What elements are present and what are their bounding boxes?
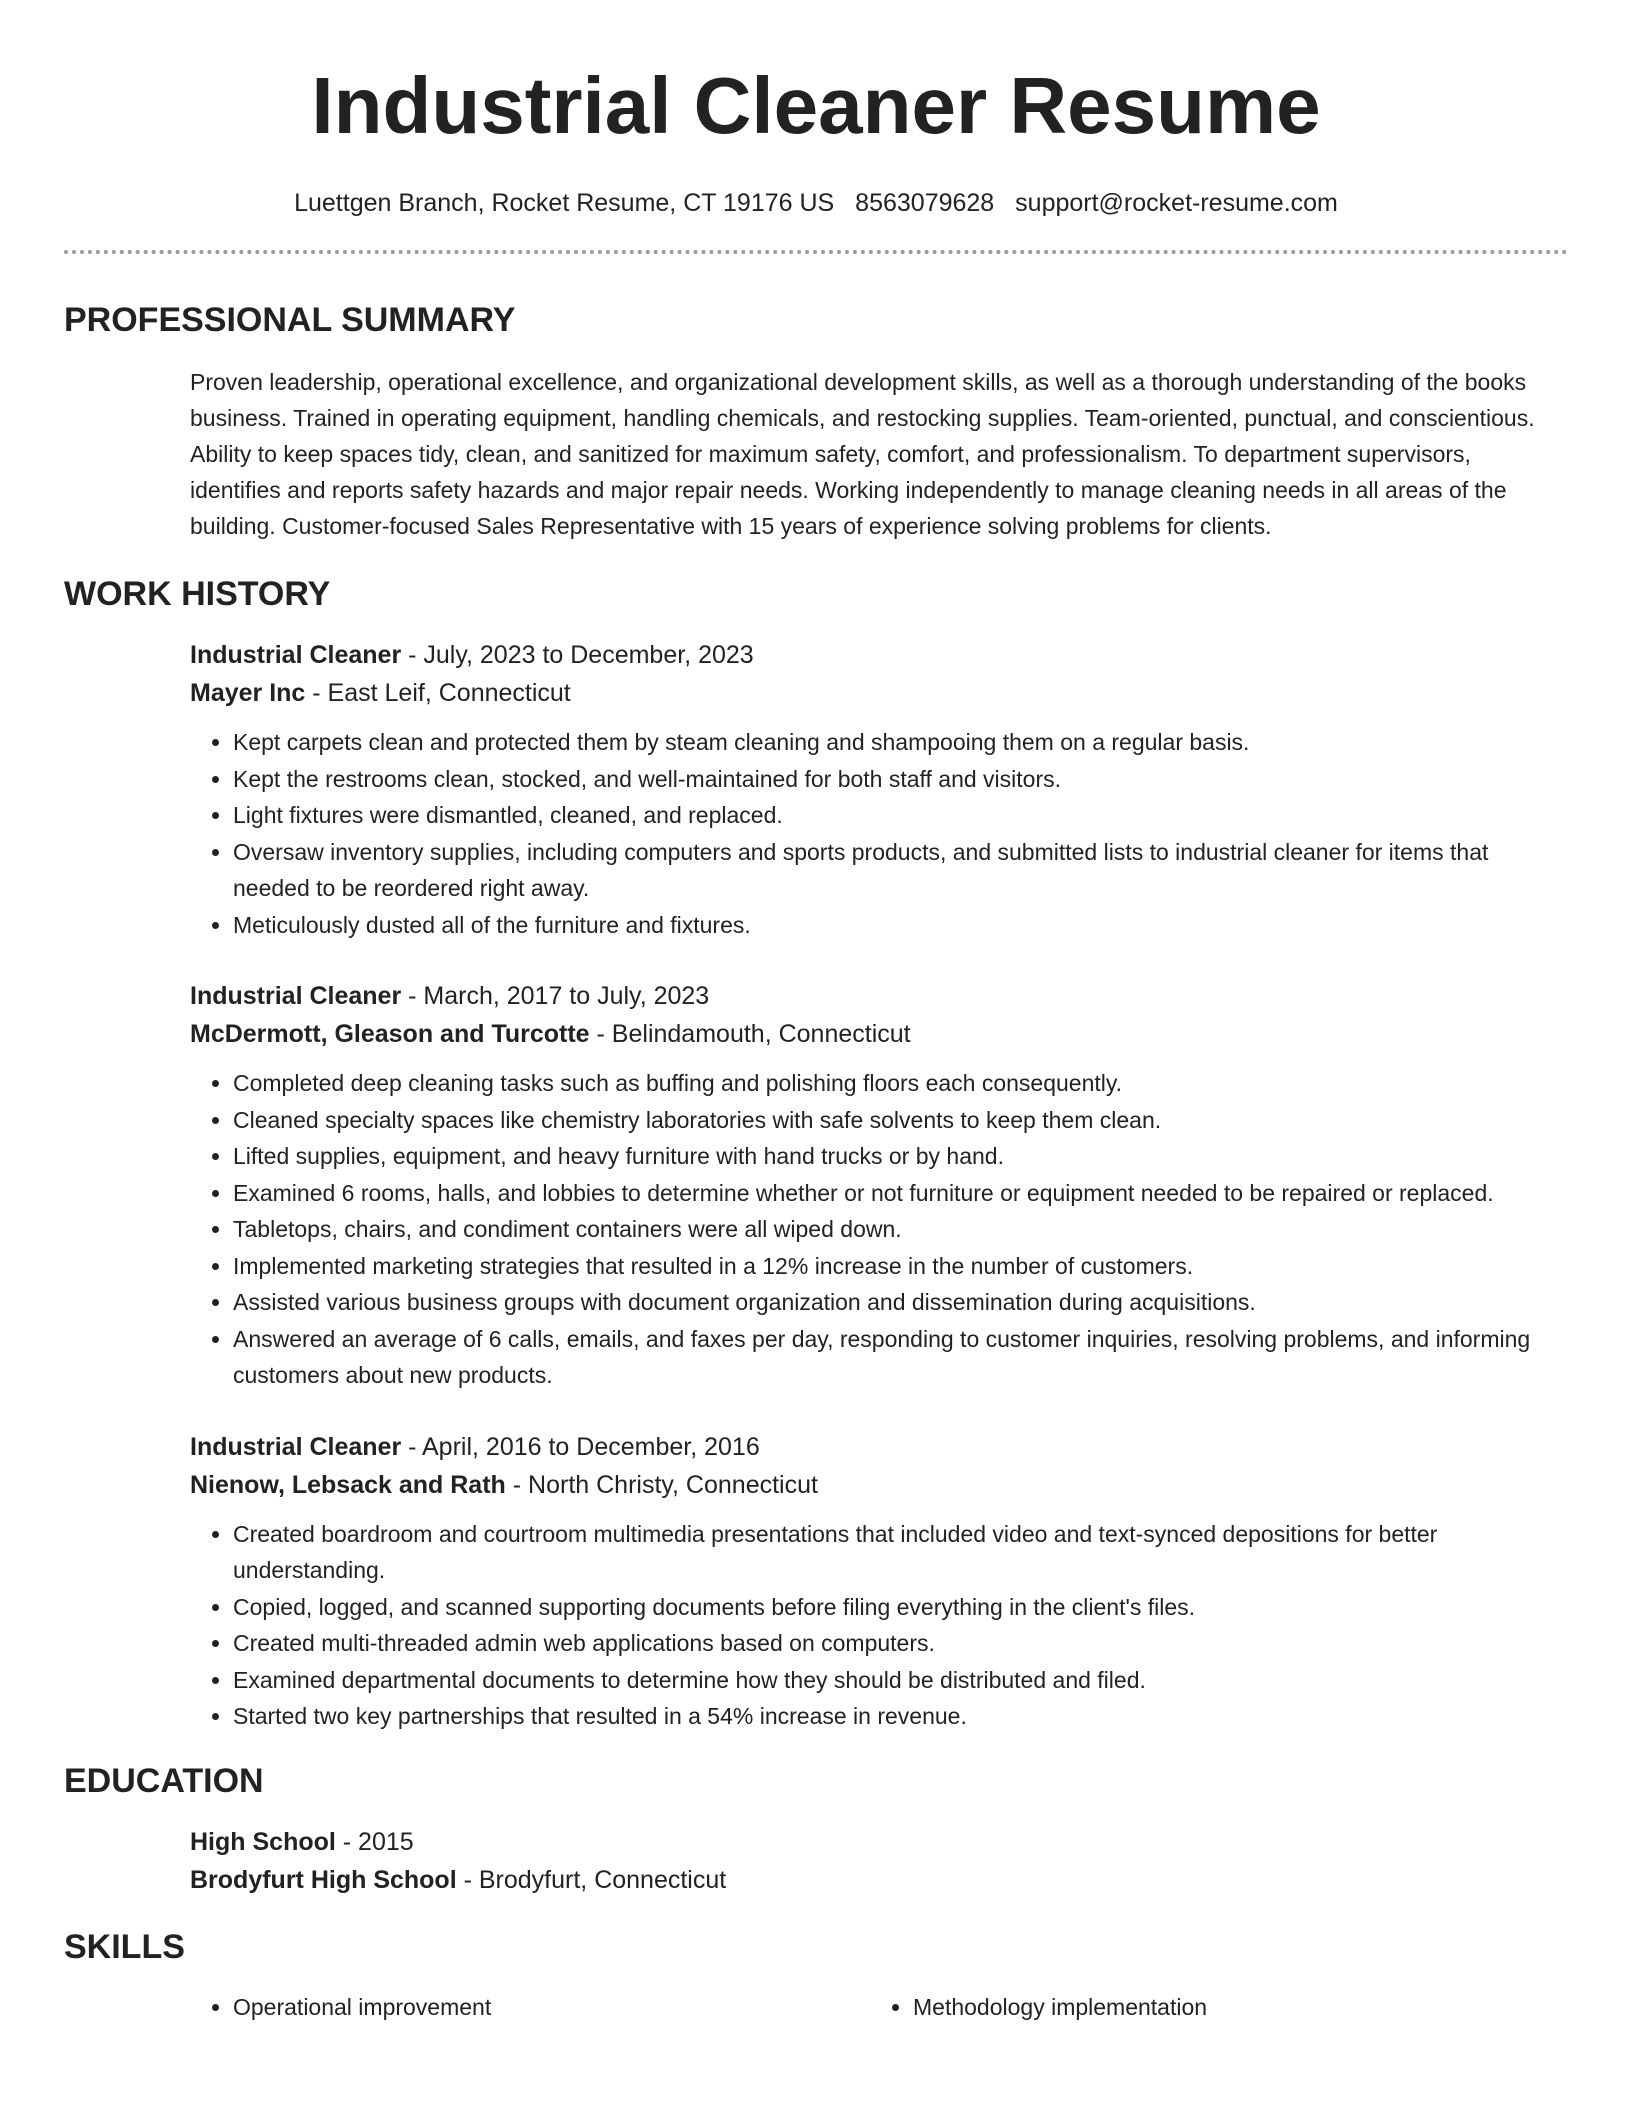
job-location: - Belindamouth, Connecticut xyxy=(589,1020,911,1048)
job-bullet: • Lifted supplies, equipment, and heavy furniture with hand trucks or by hand. xyxy=(233,1138,1568,1175)
summary-heading: PROFESSIONAL SUMMARY xyxy=(64,301,516,339)
job-bullet: • Kept the restrooms clean, stocked, and well-maintained for both staff and visitors. xyxy=(233,761,1568,798)
education-degree-line xyxy=(190,1823,1568,1861)
job-entry-1 xyxy=(190,636,1568,943)
job-location: - East Leif, Connecticut xyxy=(305,679,571,707)
job-bullet: • Created boardroom and courtroom multimedia presentations that included video and text-synced depositions for better understanding. xyxy=(233,1516,1568,1589)
education-location: - Brodyfurt, Connecticut xyxy=(456,1865,727,1894)
job-bullet: • Completed deep cleaning tasks such as buffing and polishing floors each consequently. xyxy=(233,1065,1568,1102)
skill-item: • Operational improvement xyxy=(233,1989,870,2025)
contact-phone: 8563079628 xyxy=(855,189,995,217)
skill-item: • Methodology implementation xyxy=(913,1989,1550,2025)
job-bullet: • Tabletops, chairs, and condiment containers were all wiped down. xyxy=(233,1211,1568,1248)
work-history-heading: WORK HISTORY xyxy=(64,575,331,613)
job-title-line xyxy=(190,977,1568,1015)
job-bullet: • Implemented marketing strategies that resulted in a 12% increase in the number of customers. xyxy=(233,1248,1568,1285)
job-bullets xyxy=(190,724,1568,943)
contact-address: Luettgen Branch, Rocket Resume, CT 19176 US xyxy=(294,189,835,217)
education-school-line xyxy=(190,1861,1568,1899)
job-bullet: • Examined departmental documents to determine how they should be distributed and filed. xyxy=(233,1662,1568,1699)
skills-heading: SKILLS xyxy=(64,1927,185,1966)
header-divider xyxy=(64,250,1568,254)
summary-text: Proven leadership, operational excellence, and organizational development skills, as well as a thorough understanding of the books business. Trained in operating equipment, handling chemicals, and restocking supplies. Team-oriented, punctual, and conscientious. Ability to keep spaces tidy, clean, and sanitized for maximum safety, comfort, and professionalism. To department supervisors, identifies and reports safety hazards and major repair needs. Working independently to manage cleaning needs in all areas of the building. Customer-focused Sales Representative with 15 years of experience solving problems for clients. xyxy=(190,369,1535,539)
education-heading: EDUCATION xyxy=(64,1761,264,1800)
skills-grid xyxy=(190,1989,1568,2025)
education-school: Brodyfurt High School xyxy=(190,1865,457,1894)
education-year: - 2015 xyxy=(335,1827,414,1856)
job-bullet: • Answered an average of 6 calls, emails, and faxes per day, responding to customer inquiries, resolving problems, and informing customers about new products. xyxy=(233,1321,1568,1394)
job-company: Mayer Inc xyxy=(190,679,306,707)
job-location: - North Christy, Connecticut xyxy=(505,1470,818,1499)
job-dates: - March, 2017 to July, 2023 xyxy=(401,982,710,1010)
skills-column-left xyxy=(190,1989,870,2025)
job-entry-3 xyxy=(190,1428,1568,1735)
job-title-line xyxy=(190,1428,1568,1466)
job-bullet: • Meticulously dusted all of the furniture and fixtures. xyxy=(233,907,1568,944)
contact-line xyxy=(64,188,1568,218)
job-bullet: • Copied, logged, and scanned supporting documents before filing everything in the client's files. xyxy=(233,1589,1568,1626)
job-company-line xyxy=(190,1015,1568,1053)
job-bullet: • Assisted various business groups with document organization and dissemination during acquisitions. xyxy=(233,1284,1568,1321)
job-company-line xyxy=(190,674,1568,712)
job-company: McDermott, Gleason and Turcotte xyxy=(190,1020,590,1048)
contact-email: support@rocket-resume.com xyxy=(1015,189,1338,217)
education-entry xyxy=(190,1823,1568,1899)
job-title-line xyxy=(190,636,1568,674)
job-bullet: • Created multi-threaded admin web applications based on computers. xyxy=(233,1625,1568,1662)
job-bullet: • Light fixtures were dismantled, cleaned, and replaced. xyxy=(233,797,1568,834)
education-degree: High School xyxy=(190,1827,336,1856)
job-dates: - April, 2016 to December, 2016 xyxy=(401,1432,760,1461)
job-bullets xyxy=(190,1065,1568,1394)
skills-column-right xyxy=(870,1989,1550,2025)
job-title: Industrial Cleaner xyxy=(190,982,402,1010)
job-bullet: • Oversaw inventory supplies, including computers and sports products, and submitted lists to industrial cleaner for items that needed to be reordered right away. xyxy=(233,834,1568,907)
job-dates: - July, 2023 to December, 2023 xyxy=(401,641,754,669)
job-title: Industrial Cleaner xyxy=(190,1432,402,1461)
resume-title: Industrial Cleaner Resume xyxy=(311,61,1321,150)
job-bullet: • Examined 6 rooms, halls, and lobbies to determine whether or not furniture or equipment needed to be repaired or replaced. xyxy=(233,1175,1568,1212)
job-bullet: • Cleaned specialty spaces like chemistry laboratories with safe solvents to keep them clean. xyxy=(233,1102,1568,1139)
job-company: Nienow, Lebsack and Rath xyxy=(190,1470,506,1499)
job-bullets xyxy=(190,1516,1568,1735)
job-title: Industrial Cleaner xyxy=(190,641,402,669)
job-company-line xyxy=(190,1466,1568,1504)
job-bullet: • Kept carpets clean and protected them by steam cleaning and shampooing them on a regular basis. xyxy=(233,724,1568,761)
job-bullet: • Started two key partnerships that resulted in a 54% increase in revenue. xyxy=(233,1698,1568,1735)
job-entry-2 xyxy=(190,977,1568,1394)
resume-page xyxy=(64,0,1568,2025)
